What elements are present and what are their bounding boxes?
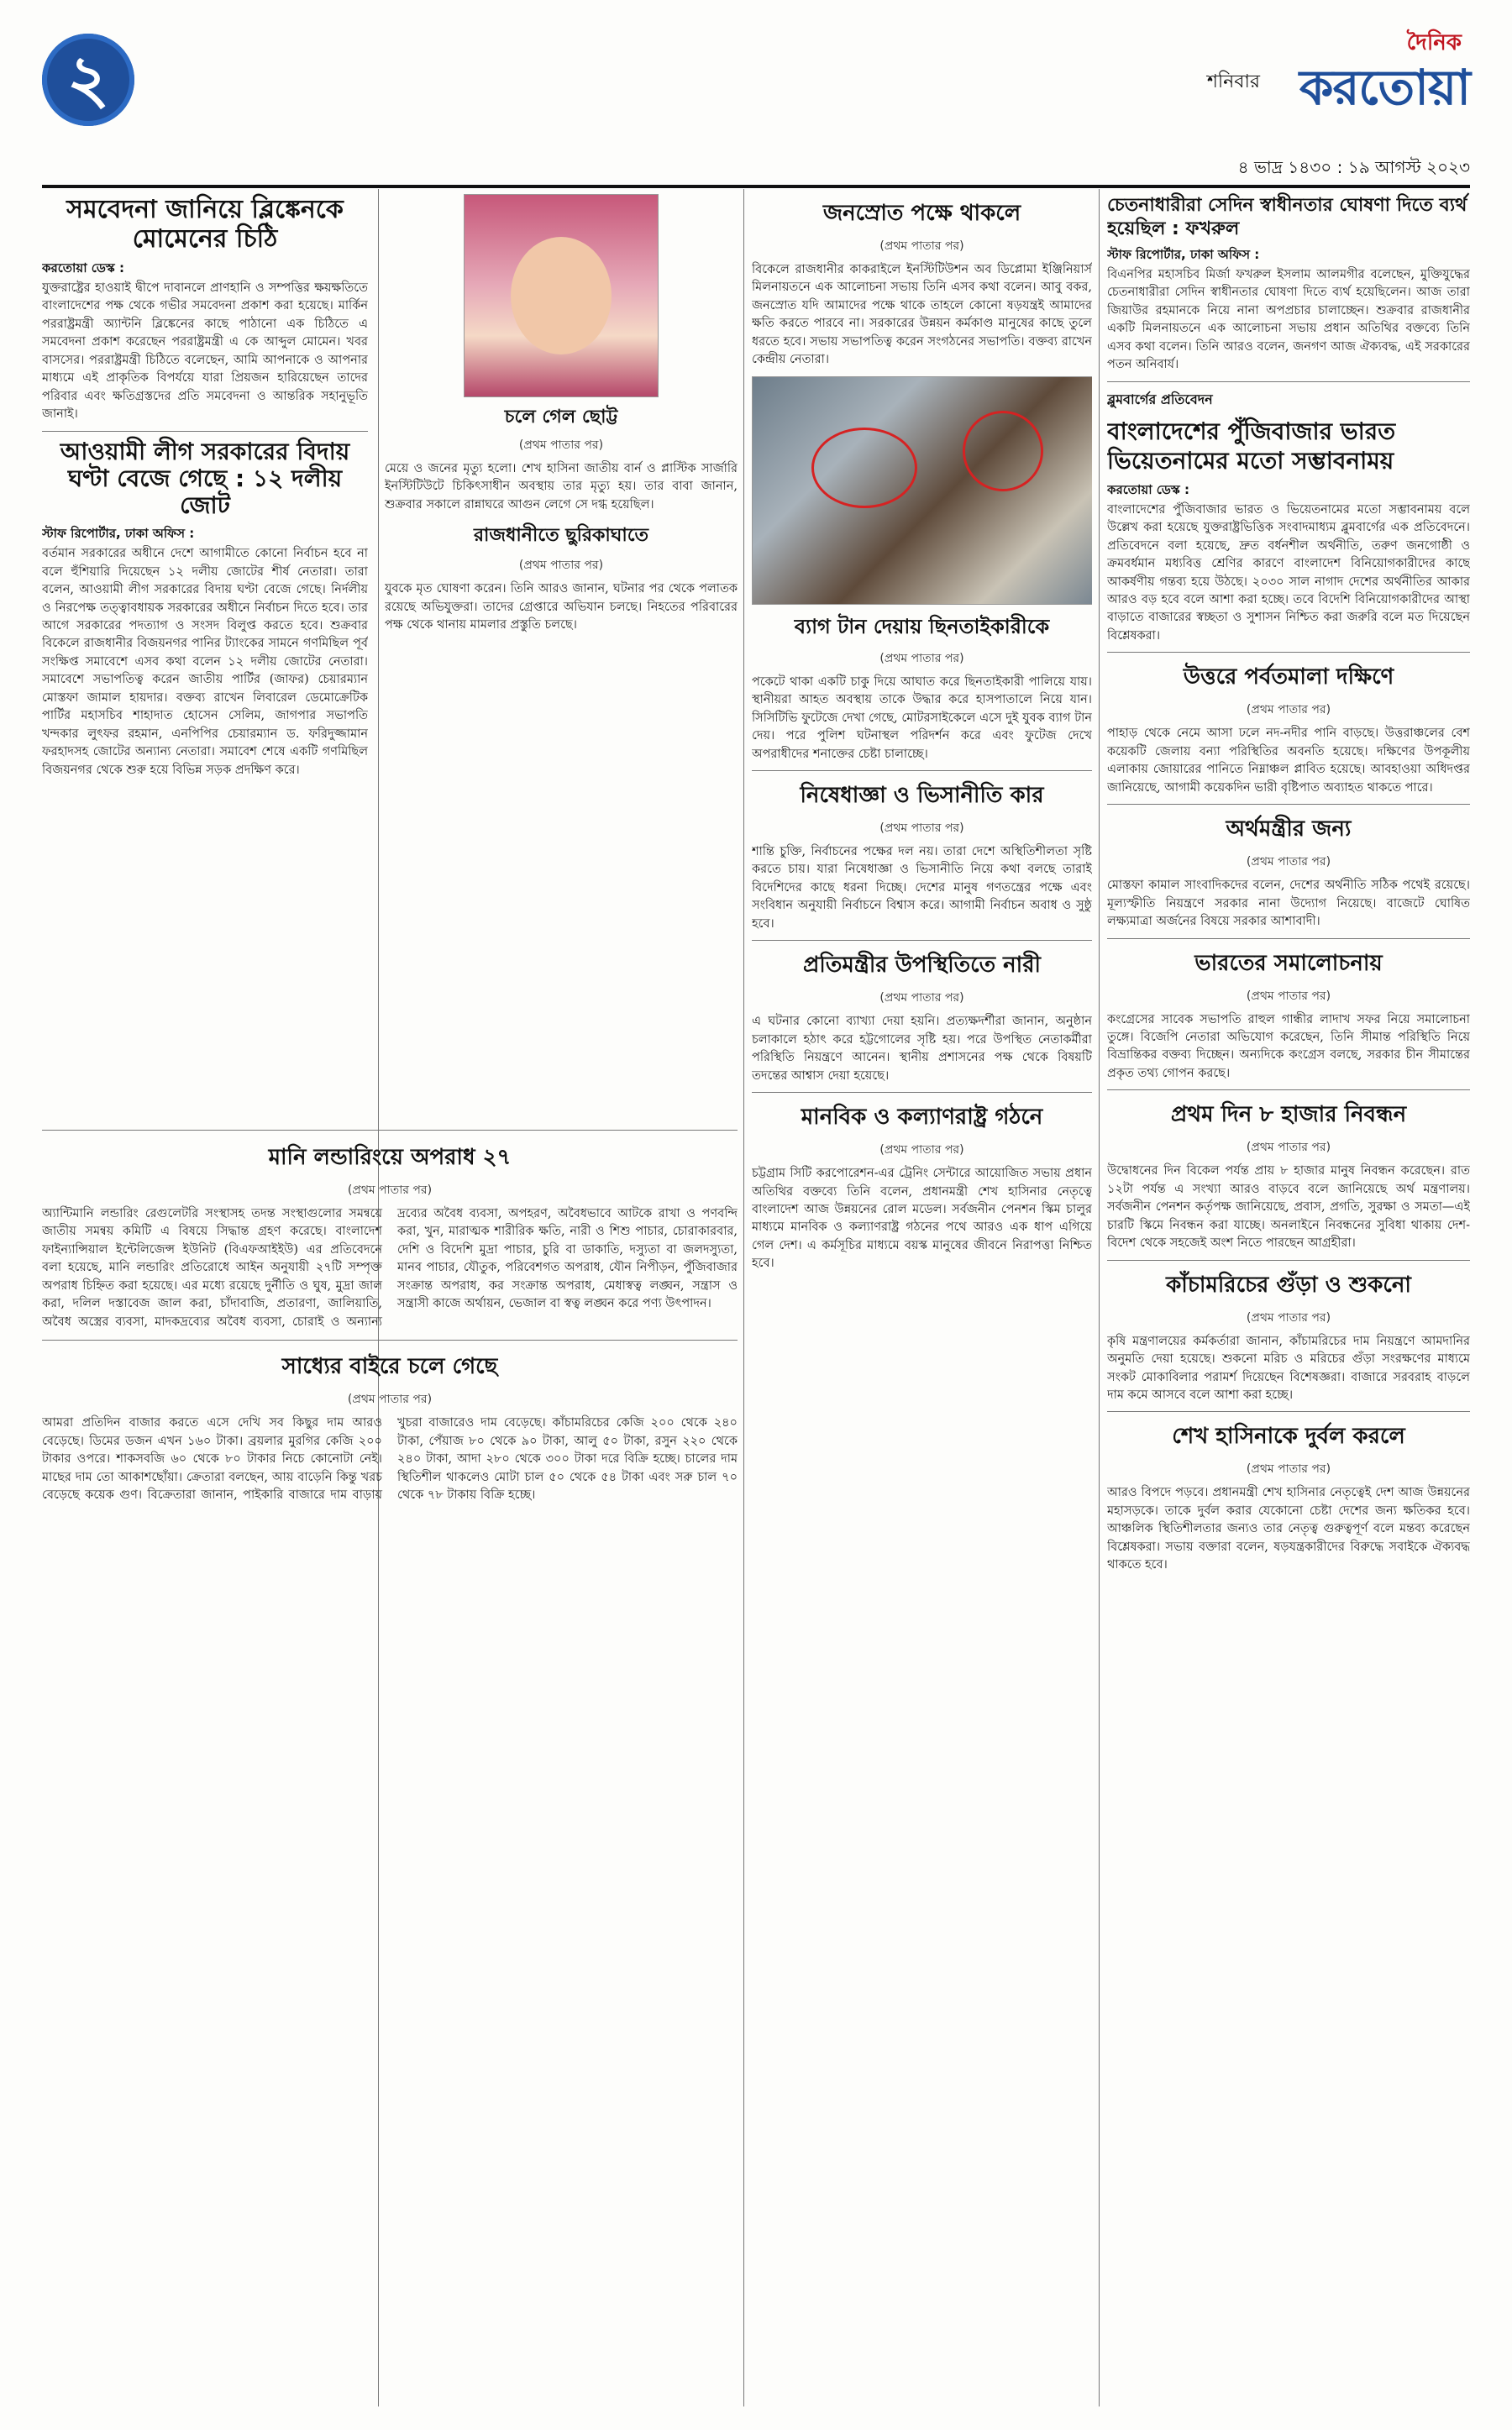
article-headline: চেতনাধারীরা সেদিন স্বাধীনতার ঘোষণা দিতে ব্যর্থ হয়েছিল : ফখরুল [1107, 195, 1467, 239]
continuation-note: (প্রথম পাতার পর) [1246, 989, 1331, 1003]
article-body: আমরা প্রতিদিন বাজার করতে এসে দেখি সব কিছুর দাম আরও বেড়েছে। ডিমের ডজন এখন ১৬০ টাকা। ব্রয়লার মুরগির কেজি ২০০ টাকার ওপরে। শাকসবজি ৬০ থেকে ৮০ টাকার নিচে কোনোটা নেই। মাছের দাম তো আকাশছোঁয়া। ক্রেতারা বলছেন, আয় বাড়েনি কিন্তু খরচ বেড়েছে কয়েক গুণ। বিক্রেতারা জানান, পাইকারি বাজারে দাম বাড়ায় খুচরা বাজারেও দাম বেড়েছে। কাঁচামরিচের কেজি ২০০ থেকে ২৪০ টাকা, পেঁয়াজ ৮০ থেকে ৯০ টাকা, আলু ৫০ টাকা, রসুন ২২০ থেকে ২৪০ টাকা, আদা ২৮০ থেকে ৩০০ টাকা দরে বিক্রি হচ্ছে। চালের দাম স্থিতিশীল থাকলেও মোটা চাল ৫০ থেকে ৫৪ টাকা এবং সরু চাল ৭০ থেকে ৭৮ টাকায় বিক্রি হচ্ছে। [42, 1416, 738, 1502]
column-rule [1099, 189, 1100, 2406]
article-beyond-means[interactable] [42, 1349, 738, 1504]
logo-top: দৈনিক [1406, 30, 1462, 55]
byline: স্টাফ রিপোর্টার, ঢাকা অফিস : [1107, 247, 1260, 262]
article-bloomberg[interactable] [1107, 389, 1470, 646]
article-headline: ব্যাগ টান দেয়ায় ছিনতাইকারীকে [794, 614, 1050, 638]
face-shape [511, 237, 612, 354]
article-body: কৃষি মন্ত্রণালয়ের কর্মকর্তারা জানান, কাঁচামরিচের দাম নিয়ন্ত্রণে আমদানির অনুমতি দেয়া হয়েছে। শুকনো মরিচ ও মরিচের গুঁড়া সংরক্ষণের মাধ্যমে সংকট মোকাবিলার পরামর্শ দিয়েছেন বিশেষজ্ঞরা। বাজারে সরবরাহ বাড়লে দাম কমে আসবে বলে আশা করা হচ্ছে। [1107, 1334, 1470, 1402]
article-headline: আওয়ামী লীগ সরকারের বিদায় ঘণ্টা বেজে গেছে : ১২ দলীয় জোট [60, 437, 350, 519]
article-headline: বাংলাদেশের পুঁজিবাজার ভারত ভিয়েতনামের মতো সম্ভাবনাময় [1107, 417, 1396, 475]
article-sheikh-hasina[interactable] [1107, 1419, 1470, 1574]
divider [42, 1130, 738, 1131]
article-body: অ্যান্টিমানি লন্ডারিং রেগুলেটরি সংস্থাসহ তদন্ত সংস্থাগুলোর সমন্বয়ে জাতীয় সমন্বয় কমিটি এ বিষয়ে সিদ্ধান্ত গ্রহণ করেছে। বাংলাদেশ ফাইন্যান্সিয়াল ইন্টেলিজেন্স ইউনিট (বিএফআইইউ) এর প্রতিবেদনে বলা হয়েছে, মানি লন্ডারিং প্রতিরোধে আইন অনুযায়ী ২৭টি সম্পৃক্ত অপরাধ চিহ্নিত করা হয়েছে। এর মধ্যে রয়েছে দুর্নীতি ও ঘুষ, মুদ্রা জাল করা, দলিল দস্তাবেজ জাল করা, চাঁদাবাজি, প্রতারণা, জালিয়াতি, অবৈধ অস্ত্রের ব্যবসা, মাদকদ্রব্যের অবৈধ ব্যবসা, চোরাই ও অন্যান্য দ্রব্যের অবৈধ ব্যবসা, অপহরণ, অবৈধভাবে আটকে রাখা ও পণবন্দি করা, খুন, মারাত্মক শারীরিক ক্ষতি, নারী ও শিশু পাচার, চোরাকারবার, দেশি ও বিদেশি মুদ্রা পাচার, চুরি বা ডাকাতি, দস্যুতা বা জলদস্যুতা, মানব পাচার, যৌতুক, পরিবেশগত অপরাধ, যৌন নিপীড়ন, পুঁজিবাজার সংক্রান্ত অপরাধ, কর সংক্রান্ত অপরাধ, মেধাস্বত্ব লঙ্ঘন, সন্ত্রাস ও সন্ত্রাসী কাজে অর্থায়ন, ভেজাল বা স্বত্ব লঙ্ঘন করে পণ্য উৎপাদন। [42, 1207, 738, 1329]
article-finance-minister[interactable] [1107, 811, 1470, 931]
article-body: যুবকে মৃত ঘোষণা করেন। তিনি আরও জানান, ঘটনার পর থেকে পলাতক রয়েছে অভিযুক্তরা। তাদের গ্রেপ্তারে অভিযান চলছে। নিহতের পরিবারের পক্ষ থেকে থানায় মামলার প্রস্তুতি চলছে। [385, 582, 738, 632]
divider [1107, 804, 1470, 805]
article-state-minister[interactable] [752, 947, 1092, 1085]
article-headline: নিষেধাজ্ঞা ও ভিসানীতি কার [800, 782, 1044, 808]
continuation-note: (প্রথম পাতার পর) [347, 1184, 433, 1197]
kicker: ব্লুমবার্গের প্রতিবেদন [1107, 391, 1213, 407]
newspaper-logo[interactable] [1277, 25, 1470, 126]
cctv-photo [752, 376, 1092, 605]
article-body: পকেটে থাকা একটি চাকু দিয়ে আঘাত করে ছিনতাইকারী পালিয়ে যায়। স্থানীয়রা আহত অবস্থায় তাকে উদ্ধার করে হাসপাতালে নিয়ে যান। সিসিটিভি ফুটেজে দেখা গেছে, মোটরসাইকেলে এসে দুই যুবক ব্যাগ টান দেয়। পরে পুলিশ ঘটনাস্থল পরিদর্শন করে এবং ফুটেজ দেখে অপরাধীদের শনাক্তের চেষ্টা চালাচ্ছে। [752, 674, 1092, 761]
article-body: বাংলাদেশের পুঁজিবাজার ভারত ও ভিয়েতনামের মতো সম্ভাবনাময় বলে উল্লেখ করা হয়েছে যুক্তরাষ্ট্রভিত্তিক সংবাদমাধ্যম ব্লুমবার্গের এক প্রতিবেদনে। প্রতিবেদনে বলা হয়েছে, দ্রুত বর্ধনশীল অর্থনীতি, তরুণ জনগোষ্ঠী ও ক্রমবর্ধমান মধ্যবিত্ত শ্রেণির কারণে বাংলাদেশ বিনিয়োগকারীদের কাছে আকর্ষণীয় গন্তব্য হয়ে উঠছে। ২০৩০ সাল নাগাদ দেশের অর্থনীতির আকার আরও বড় হবে বলে আশা করা হচ্ছে। তবে বিদেশি বিনিয়োগকারীদের আস্থা বাড়াতে বাজারের স্বচ্ছতা ও সুশাসন নিশ্চিত করা জরুরি বলে মত দিয়েছেন বিশ্লেষকরা। [1107, 502, 1470, 643]
continuation-note: (প্রথম পাতার পর) [879, 991, 964, 1005]
article-chili[interactable] [1107, 1267, 1470, 1405]
article-body: বিকেলে রাজধানীর কাকরাইলে ইনস্টিটিউশন অব ডিপ্লোমা ইঞ্জিনিয়ার্স মিলনায়তনে এক আলোচনা সভায় তিনি এসব কথা বলেন। আবু বকর, জনস্রোত যদি আমাদের পক্ষে থাকে তাহলে কোনো ষড়যন্ত্রই আমাদের ক্ষতি করতে পারবে না। সরকারের উন্নয়ন কর্মকাণ্ড মানুষের কাছে তুলে ধরতে হবে। সভায় সভাপতিত্ব করেন সংগঠনের সভাপতি। বক্তব্য রাখেন কেন্দ্রীয় নেতারা। [752, 263, 1092, 367]
article-body: চট্টগ্রাম সিটি করপোরেশন-এর ট্রেনিং সেন্টারে আয়োজিত সভায় প্রধান অতিথির বক্তব্যে তিনি বলেন, প্রধানমন্ত্রী শেখ হাসিনার নেতৃত্বে বাংলাদেশ আজ উন্নয়নের রোল মডেল। সর্বজনীন পেনশন স্কিম চালুর মাধ্যমে মানবিক ও কল্যাণরাষ্ট্র গঠনের পথে আরও এক ধাপ এগিয়ে গেল দেশ। এ কর্মসূচির মাধ্যমে বয়স্ক মানুষের জীবনে নিরাপত্তা নিশ্চিত হবে। [752, 1167, 1092, 1271]
continuation-note: (প্রথম পাতার পর) [1246, 1141, 1331, 1155]
article-welfare-state[interactable] [752, 1100, 1092, 1273]
divider [1107, 381, 1470, 382]
divider [752, 940, 1092, 941]
divider [42, 1340, 738, 1341]
article-mountain[interactable] [1107, 659, 1470, 797]
page-area [42, 189, 1470, 2406]
byline: করতোয়া ডেস্ক : [1107, 481, 1189, 497]
article-headline: সাধ্যের বাইরে চলে গেছে [281, 1354, 498, 1380]
weekday: শনিবার [1206, 71, 1260, 92]
byline: করতোয়া ডেস্ক : [42, 260, 124, 276]
column-middle [752, 189, 1092, 2406]
divider [752, 770, 1092, 771]
continuation-note: (প্রথম পাতার পর) [1246, 1310, 1331, 1325]
article-money-laundering[interactable] [42, 1130, 738, 1331]
article-headline: জনস্রোত পক্ষে থাকলে [822, 201, 1021, 226]
article-headline: প্রতিমন্ত্রীর উপস্থিতিতে নারী [803, 953, 1041, 979]
article-public-tide[interactable] [752, 196, 1092, 370]
article-body: আরও বিপদে পড়বে। প্রধানমন্ত্রী শেখ হাসিনার নেতৃত্বেই দেশ আজ উন্নয়নের মহাসড়কে। তাকে দুর্বল করার যেকোনো চেষ্টা দেশের জন্য ক্ষতিকর হবে। আঞ্চলিক স্থিতিশীলতার জন্যও তার নেতৃত্ব গুরুত্বপূর্ণ বলে মন্তব্য করেছেন বিশ্লেষকরা। সভায় বক্তারা বলেন, ষড়যন্ত্রকারীদের বিরুদ্ধে সবাইকে ঐক্যবদ্ধ থাকতে হবে। [1107, 1486, 1470, 1572]
photo-caption: চলে গেল ছোট্ট [504, 407, 618, 428]
article-headline: শেখ হাসিনাকে দুর্বল করলে [1172, 1424, 1405, 1450]
article-body: শান্তি চুক্তি, নির্বাচনের পক্ষের দল নয়। তারা দেশে অস্থিতিশীলতা সৃষ্টি করতে চায়। যারা নিষেধাজ্ঞা ও ভিসানীতি নিয়ে কথা বলছে তারাই বিদেশিদের কাছে ধরনা দিচ্ছে। দেশের মানুষ গণতন্ত্রের পক্ষে এবং সংবিধান অনুযায়ী নির্বাচনে বিশ্বাস করে। আগামী নির্বাচন অবাধ ও সুষ্ঠু হবে। [752, 844, 1092, 931]
article-bag-snatcher[interactable] [752, 611, 1092, 764]
divider [1107, 1411, 1470, 1412]
article-body: বর্তমান সরকারের অধীনে দেশে আগামীতে কোনো নির্বাচন হবে না বলে হুঁশিয়ারি দিয়েছেন ১২ দলীয় জোটের শীর্ষ নেতারা। তারা বলেন, আওয়ামী লীগ সরকারের বিদায় ঘণ্টা বেজে গেছে। নির্দলীয় ও নিরপেক্ষ তত্ত্বাবধায়ক সরকারের অধীনে নির্বাচন দিতে হবে। তার আগে সরকারের পদত্যাগ ও সংসদ বিলুপ্ত করতে হবে। শুক্রবার বিকেলে রাজধানীর বিজয়নগর পানির ট্যাংকের সামনে গণমিছিল পূর্ব সংক্ষিপ্ত সমাবেশে এসব কথা বলেন ১২ দলীয় জোটের নেতারা। সমাবেশে সভাপতিত্ব করেন জাতীয় পার্টির (জাফর) চেয়ারম্যান মোস্তফা জামাল হায়দার। বক্তব্য রাখেন লিবারেল ডেমোক্রেটিক পার্টির মহাসচিব শাহাদাত হোসেন সেলিম, জাগপার সভাপতি খন্দকার লুৎফর রহমান, এনপিপির চেয়ারম্যান ড. ফরিদুজ্জামান ফরহাদসহ জোটের অন্যান্য নেতারা। সমাবেশ শেষে একটি গণমিছিল বিজয়নগর থেকে শুরু হয়ে বিভিন্ন সড়ক প্রদক্ষিণ করে। [42, 547, 368, 777]
divider [1107, 652, 1470, 653]
article-body: এ ঘটনার কোনো ব্যাখ্যা দেয়া হয়নি। প্রত্যক্ষদর্শীরা জানান, অনুষ্ঠান চলাকালে হঠাৎ করে হট্টগোলের সৃষ্টি হয়। পরে উপস্থিত নেতাকর্মীরা পরিস্থিতি নিয়ন্ত্রণে আনেন। স্থানীয় প্রশাসনের পক্ষ থেকে বিষয়টি তদন্তের আশ্বাস দেয়া হয়েছে। [752, 1015, 1092, 1083]
masthead [42, 17, 1470, 188]
divider [1107, 1260, 1470, 1261]
article-headline: উত্তরে পর্বতমালা দক্ষিণে [1183, 664, 1394, 690]
continuation-note: (প্রথম পাতার পর) [518, 559, 604, 573]
divider [1107, 938, 1470, 939]
article-headline: কাঁচামরিচের গুঁড়া ও শুকনো [1166, 1272, 1411, 1298]
logo-main: করতোয়া [1299, 59, 1470, 116]
article-body: পাহাড় থেকে নেমে আসা ঢলে নদ-নদীর পানি বাড়ছে। উত্তরাঞ্চলের বেশ কয়েকটি জেলায় বন্যা পরিস্থিতির অবনতি হয়েছে। দক্ষিণের উপকূলীয় এলাকায় জোয়ারের পানিতে নিম্নাঞ্চল প্লাবিত হয়েছে। আবহাওয়া অধিদপ্তর জানিয়েছে, আগামী কয়েকদিন ভারী বৃষ্টিপাত অব্যাহত থাকতে পারে। [1107, 727, 1470, 795]
highlight-circle [963, 411, 1043, 491]
article-headline: প্রথম দিন ৮ হাজার নিবন্ধন [1170, 1102, 1407, 1128]
continuation-note: (প্রথম পাতার পর) [1246, 855, 1331, 869]
article-headline: মানবিক ও কল্যাণরাষ্ট্র গঠনে [801, 1105, 1043, 1131]
continuation-note: (প্রথম পাতার পর) [879, 651, 964, 665]
page-number-badge: ২ [42, 34, 134, 126]
divider [1107, 1089, 1470, 1090]
article-body: মেয়ে ও জনের মৃত্যু হলো। শেখ হাসিনা জাতীয় বার্ন ও প্লাস্টিক সার্জারি ইনস্টিটিউটে চিকিৎসাধীন অবস্থায় তার মৃত্যু হয়। তার বাবা জানান, শুক্রবার সকালে রান্নাঘরে আগুন লেগে সে দগ্ধ হয়েছিল। [385, 462, 738, 512]
column-rule [743, 189, 744, 2406]
column-photo [385, 189, 738, 962]
column-right [1107, 189, 1470, 2406]
article-headline: মানি লন্ডারিংয়ে অপরাধ ২৭ [268, 1145, 512, 1170]
article-sanctions[interactable] [752, 778, 1092, 933]
continuation-note: (প্রথম পাতার পর) [1246, 1462, 1331, 1477]
article-headline: সমবেদনা জানিয়ে ব্লিঙ্কেনকে মোমেনের চিঠি [66, 195, 344, 254]
article-headline: রাজধানীতে ছুরিকাঘাতে [473, 525, 649, 547]
divider [42, 431, 368, 432]
article-body: বিএনপির মহাসচিব মির্জা ফখরুল ইসলাম আলমগীর বলেছেন, মুক্তিযুদ্ধের চেতনাধারীরা সেদিন স্বাধীনতার ঘোষণা দিতে ব্যর্থ হয়েছিলেন। আজ তারা জিয়াউর রহমানকে নিয়ে নানা অপপ্রচার চালাচ্ছেন। শুক্রবার রাজধানীর একটি মিলনায়তনে এক আলোচনা সভায় প্রধান অতিথির বক্তব্যে তিনি এসব কথা বলেন। তিনি আরও বলেন, জনগণ আজ ঐক্যবদ্ধ, এই সরকারের পতন অনিবার্য। [1107, 268, 1470, 372]
article-condolence[interactable] [42, 196, 368, 424]
article-body: উদ্বোধনের দিন বিকেল পর্যন্ত প্রায় ৮ হাজার মানুষ নিবন্ধন করেছেন। রাত ১২টা পর্যন্ত এ সংখ্যা আরও বাড়বে বলে জানিয়েছে অর্থ মন্ত্রণালয়। সর্বজনীন পেনশন কর্তৃপক্ষ জানিয়েছে, প্রবাস, প্রগতি, সুরক্ষা ও সমতা—এই চারটি স্কিমে নিবন্ধন করা যাচ্ছে। অনলাইনে নিবন্ধনের সুবিধা থাকায় দেশ-বিদেশ থেকে সহজেই অংশ নিতে পারছেন আগ্রহীরা। [1107, 1164, 1470, 1251]
continuation-note: (প্রথম পাতার পর) [518, 438, 604, 452]
continuation-note: (প্রথম পাতার পর) [879, 239, 964, 253]
article-body: কংগ্রেসের সাবেক সভাপতি রাহুল গান্ধীর লাদাখ সফর নিয়ে সমালোচনা তুঙ্গে। বিজেপি নেতারা অভিযোগ করেছেন, তিনি সীমান্ত পরিস্থিতি নিয়ে বিভ্রান্তিকর বক্তব্য দিচ্ছেন। অন্যদিকে কংগ্রেস বলছে, সরকার চীন সীমান্তের প্রকৃত তথ্য গোপন করছে। [1107, 1012, 1470, 1080]
article-headline: অর্থমন্ত্রীর জন্য [1226, 816, 1352, 842]
article-12-party-alliance[interactable] [42, 438, 368, 779]
article-body: যুক্তরাষ্ট্রের হাওয়াই দ্বীপে দাবানলে প্রাণহানি ও সম্পত্তির ক্ষয়ক্ষতিতে বাংলাদেশের পক্ষ থেকে গভীর সমবেদনা প্রকাশ করা হয়েছে। মার্কিন পররাষ্ট্রমন্ত্রী অ্যান্টনি ব্লিঙ্কেনের কাছে পাঠানো এক চিঠিতে এ সমবেদনা প্রকাশ করেছেন পররাষ্ট্রমন্ত্রী এ কে আব্দুল মোমেন। খবর বাসসের। পররাষ্ট্রমন্ত্রী চিঠিতে বলেছেন, আমি আপনাকে ও আপনার মাধ্যমে এই প্রাকৃতিক বিপর্যয়ে যারা প্রিয়জন হারিয়েছেন তাদের পরিবার এবং ক্ষতিগ্রস্তদের প্রতি সমবেদনা ও আন্তরিক সহানুভূতি জানাই। [42, 281, 368, 422]
continuation-note: (প্রথম পাতার পর) [879, 1143, 964, 1157]
continuation-note: (প্রথম পাতার পর) [347, 1393, 433, 1407]
continuation-note: (প্রথম পাতার পর) [1246, 703, 1331, 717]
article-pension-registration[interactable] [1107, 1097, 1470, 1252]
article-fakhrul[interactable] [1107, 194, 1470, 375]
girl-photo [464, 194, 659, 397]
continuation-note: (প্রথম পাতার পর) [879, 821, 964, 835]
article-india-criticism[interactable] [1107, 946, 1470, 1084]
dateline: ৪ ভাদ্র ১৪৩০ : ১৯ আগস্ট ২০২৩ [1237, 157, 1470, 177]
article-body: মোস্তফা কামাল সাংবাদিকদের বলেন, দেশের অর্থনীতি সঠিক পথেই রয়েছে। মূল্যস্ফীতি নিয়ন্ত্রণে সরকার নানা উদ্যোগ নিয়েছে। বাজেটে ঘোষিত লক্ষ্যমাত্রা অর্জনের বিষয়ে সরকার আশাবাদী। [1107, 879, 1470, 929]
column-left-bottom [42, 1130, 738, 2406]
divider [752, 1092, 1092, 1093]
article-headline: ভারতের সমালোচনায় [1194, 950, 1383, 976]
byline: স্টাফ রিপোর্টার, ঢাকা অফিস : [42, 526, 195, 542]
highlight-circle [811, 428, 917, 508]
